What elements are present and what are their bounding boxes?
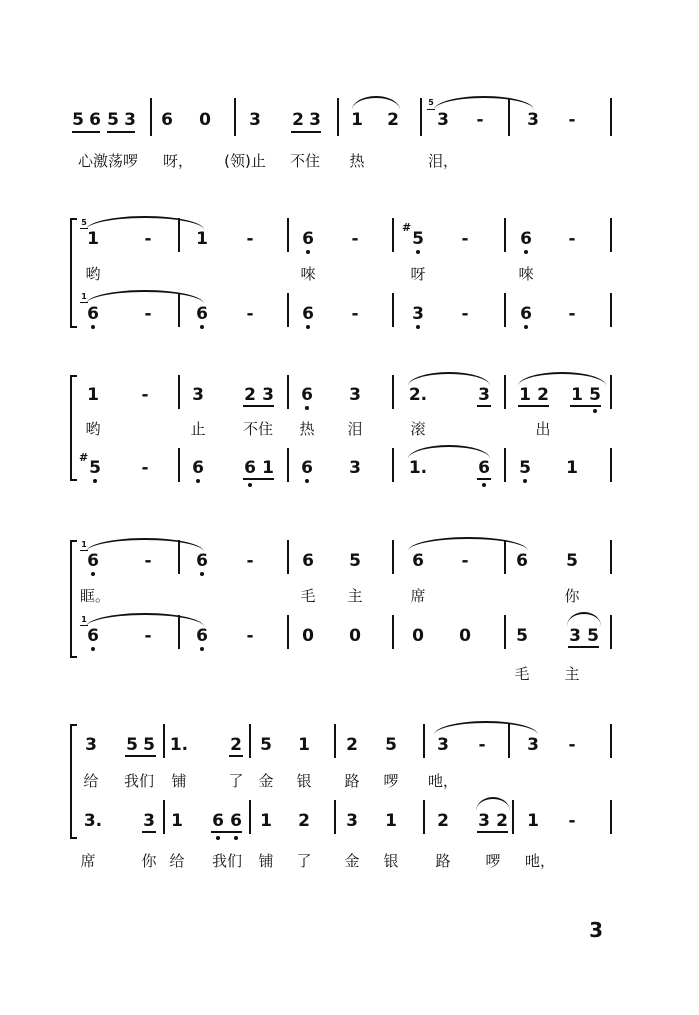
- low-octave-dot: [524, 325, 528, 329]
- barline: [334, 724, 336, 758]
- lyric: 哟: [85, 265, 101, 283]
- dash: -: [144, 304, 152, 324]
- dash: -: [568, 304, 576, 324]
- slur: [408, 372, 490, 386]
- barline: [178, 293, 180, 327]
- low-octave-dot: [305, 406, 309, 410]
- barline: [150, 98, 152, 136]
- lyric: 泪，: [427, 152, 459, 170]
- lyric: 路: [344, 772, 360, 790]
- lyric: 眶。: [79, 587, 111, 605]
- note: 3: [527, 110, 539, 130]
- note: 6: [161, 110, 173, 130]
- barline: [287, 293, 289, 327]
- note: 5: [566, 551, 578, 571]
- slur: [518, 372, 606, 386]
- slur: [408, 445, 490, 459]
- note: 3: [85, 735, 97, 755]
- note: 6: [412, 551, 424, 571]
- slur: [567, 612, 601, 626]
- beam-underline: [229, 755, 243, 757]
- low-octave-dot: [416, 250, 420, 254]
- grace-note: 5: [428, 98, 434, 107]
- note: 5: [587, 626, 599, 646]
- note: 2: [230, 735, 242, 755]
- barline: [504, 375, 506, 409]
- barline: [508, 98, 510, 136]
- lyric: 毛: [300, 587, 316, 605]
- dash: -: [568, 110, 576, 130]
- dash: -: [461, 304, 469, 324]
- beam-underline: [477, 405, 491, 407]
- lyric: 银: [296, 772, 312, 790]
- lyric: 席: [410, 587, 426, 605]
- note: 6: [302, 551, 314, 571]
- rest: 0: [302, 626, 314, 646]
- barline: [610, 375, 612, 409]
- dash: -: [141, 458, 149, 478]
- barline: [392, 448, 394, 482]
- grace-note: 5: [81, 218, 87, 227]
- note: 1: [87, 229, 99, 249]
- note: 5: [385, 735, 397, 755]
- barline: [610, 98, 612, 136]
- note: 3: [349, 458, 361, 478]
- note: 1: [262, 458, 274, 478]
- lyric: 啰: [485, 852, 501, 870]
- lyric: 唻: [300, 265, 316, 283]
- slur: [352, 96, 400, 110]
- beam-underline: [477, 831, 508, 833]
- note: 3: [262, 385, 274, 405]
- note: 3: [478, 811, 490, 831]
- note: 6: [87, 551, 99, 571]
- note: 6: [196, 304, 208, 324]
- barline: [392, 293, 394, 327]
- lyric: 你: [141, 852, 157, 870]
- lyric: 主: [347, 587, 363, 605]
- note: 5: [126, 735, 138, 755]
- slur: [476, 797, 510, 811]
- low-octave-dot: [524, 250, 528, 254]
- note: 5: [589, 385, 601, 405]
- barline: [423, 800, 425, 834]
- lyric: 吔，: [524, 852, 556, 870]
- lyric: 泪: [347, 420, 363, 438]
- barline: [420, 98, 422, 136]
- note: 3.: [83, 811, 103, 831]
- barline: [512, 800, 514, 834]
- dash: -: [568, 735, 576, 755]
- barline: [610, 218, 612, 252]
- note: 5: [107, 110, 119, 130]
- lyric: 银: [383, 852, 399, 870]
- barline: [392, 540, 394, 574]
- note: 1: [571, 385, 583, 405]
- low-octave-dot: [200, 647, 204, 651]
- barline: [178, 540, 180, 574]
- note: 6: [89, 110, 101, 130]
- note: 2: [387, 110, 399, 130]
- barline: [337, 98, 339, 136]
- lyric: 不住: [242, 420, 274, 438]
- lyric: 金: [258, 772, 274, 790]
- low-octave-dot: [523, 479, 527, 483]
- barline: [287, 615, 289, 649]
- page-number: 3: [589, 918, 603, 942]
- low-octave-dot: [200, 572, 204, 576]
- barline: [234, 98, 236, 136]
- dash: -: [144, 551, 152, 571]
- sharp-sign: #: [79, 451, 89, 464]
- lyric: (领)止: [224, 152, 266, 170]
- barline: [610, 540, 612, 574]
- note: 5: [349, 551, 361, 571]
- rest: 0: [459, 626, 471, 646]
- note: 1: [385, 811, 397, 831]
- note: 0: [199, 110, 211, 130]
- dash: -: [141, 385, 149, 405]
- lyric: 主: [564, 665, 580, 683]
- system-bracket: [70, 724, 77, 839]
- barline: [392, 615, 394, 649]
- barline: [504, 615, 506, 649]
- lyric: 呀: [410, 265, 426, 283]
- note: 1: [196, 229, 208, 249]
- lyric: 路: [435, 852, 451, 870]
- note: 6: [212, 811, 224, 831]
- note: 5: [143, 735, 155, 755]
- low-octave-dot: [91, 325, 95, 329]
- lyric: 你: [564, 587, 580, 605]
- low-octave-dot: [91, 572, 95, 576]
- low-octave-dot: [93, 479, 97, 483]
- lyric: 金: [344, 852, 360, 870]
- note: 6: [520, 304, 532, 324]
- barline: [287, 540, 289, 574]
- tie: [86, 216, 204, 230]
- note: 1: [298, 735, 310, 755]
- note: 3: [249, 110, 261, 130]
- barline: [178, 375, 180, 409]
- barline: [610, 293, 612, 327]
- low-octave-dot: [306, 250, 310, 254]
- beam-underline: [518, 405, 549, 407]
- lyric: 止: [190, 420, 206, 438]
- note: 1.: [408, 458, 428, 478]
- low-octave-dot: [216, 836, 220, 840]
- lyric: 啰: [383, 772, 399, 790]
- low-octave-dot: [416, 325, 420, 329]
- note: 3: [478, 385, 490, 405]
- barline: [249, 800, 251, 834]
- barline: [504, 218, 506, 252]
- beam-underline: [570, 405, 601, 407]
- lyric: 席: [80, 852, 96, 870]
- lyric: 出: [535, 420, 551, 438]
- tie: [86, 538, 204, 552]
- note: 6: [478, 458, 490, 478]
- note: 2: [537, 385, 549, 405]
- lyric: 毛: [514, 665, 530, 683]
- lyric: 铺: [171, 772, 187, 790]
- note: 2: [346, 735, 358, 755]
- note: 2: [298, 811, 310, 831]
- dash: -: [351, 304, 359, 324]
- note: 6: [516, 551, 528, 571]
- note: 3: [437, 735, 449, 755]
- note: 5: [516, 626, 528, 646]
- barline: [178, 615, 180, 649]
- low-octave-dot: [306, 325, 310, 329]
- lyric: 呀，: [162, 152, 194, 170]
- barline: [287, 448, 289, 482]
- lyric: 滚: [410, 420, 426, 438]
- barline: [163, 724, 165, 758]
- barline: [610, 724, 612, 758]
- note: 6: [301, 385, 313, 405]
- dash: -: [461, 229, 469, 249]
- system-bracket: [70, 540, 77, 658]
- low-octave-dot: [91, 647, 95, 651]
- note: 6: [520, 229, 532, 249]
- beam-underline: [568, 646, 599, 648]
- lyric: 我们: [211, 852, 243, 870]
- tie: [408, 537, 528, 551]
- lyric: 我们: [123, 772, 155, 790]
- barline: [392, 375, 394, 409]
- note: 6: [302, 229, 314, 249]
- note: 5: [72, 110, 84, 130]
- beam-underline: [291, 131, 321, 133]
- dash: -: [246, 229, 254, 249]
- lyric: 热: [299, 420, 315, 438]
- note: 5: [519, 458, 531, 478]
- lyric: 心激荡啰: [77, 152, 139, 170]
- low-octave-dot: [234, 836, 238, 840]
- lyric: 吔，: [427, 772, 459, 790]
- dash: -: [246, 551, 254, 571]
- dash: -: [476, 110, 484, 130]
- tie: [434, 721, 538, 735]
- dash: -: [144, 626, 152, 646]
- beam-underline: [211, 831, 242, 833]
- low-octave-dot: [196, 479, 200, 483]
- note: 1.: [169, 735, 189, 755]
- barline: [392, 218, 394, 252]
- note: 2: [244, 385, 256, 405]
- barline: [610, 615, 612, 649]
- note: 3: [349, 385, 361, 405]
- dash: -: [246, 304, 254, 324]
- barline: [249, 724, 251, 758]
- beam-underline: [243, 405, 274, 407]
- note: 3: [309, 110, 321, 130]
- note: 1: [351, 110, 363, 130]
- note: 6: [230, 811, 242, 831]
- beam-underline: [142, 831, 156, 833]
- lyric: 了: [228, 772, 244, 790]
- beam-underline: [125, 755, 156, 757]
- note: 6: [301, 458, 313, 478]
- lyric: 哟: [85, 420, 101, 438]
- note: 1: [171, 811, 183, 831]
- dash: -: [144, 229, 152, 249]
- note: 6: [244, 458, 256, 478]
- note: 1: [260, 811, 272, 831]
- note: 6: [192, 458, 204, 478]
- barline: [163, 800, 165, 834]
- barline: [610, 800, 612, 834]
- barline: [504, 293, 506, 327]
- system-bracket: [70, 375, 77, 481]
- note: 6: [87, 304, 99, 324]
- note: 1: [87, 385, 99, 405]
- barline: [178, 448, 180, 482]
- dash: -: [246, 626, 254, 646]
- system-bracket: [70, 218, 77, 328]
- low-octave-dot: [248, 483, 252, 487]
- lyric: 铺: [258, 852, 274, 870]
- note: 3: [192, 385, 204, 405]
- note: 3: [346, 811, 358, 831]
- barline: [287, 218, 289, 252]
- note: 5: [412, 229, 424, 249]
- dash: -: [568, 811, 576, 831]
- grace-note: 1: [81, 615, 87, 624]
- low-octave-dot: [593, 409, 597, 413]
- lyric: 热: [349, 152, 365, 170]
- barline: [610, 448, 612, 482]
- note: 5: [260, 735, 272, 755]
- low-octave-dot: [200, 325, 204, 329]
- note: 2: [496, 811, 508, 831]
- note: 6: [196, 626, 208, 646]
- dash: -: [461, 551, 469, 571]
- barline: [504, 448, 506, 482]
- dash: -: [478, 735, 486, 755]
- note: 2: [292, 110, 304, 130]
- note: 6: [302, 304, 314, 324]
- lyric: 了: [296, 852, 312, 870]
- dash: -: [351, 229, 359, 249]
- grace-note: 1: [81, 292, 87, 301]
- lyric: 不住: [289, 152, 321, 170]
- barline: [287, 375, 289, 409]
- tie: [86, 290, 204, 304]
- note: 3: [527, 735, 539, 755]
- note: 5: [89, 458, 101, 478]
- beam-underline: [243, 478, 274, 480]
- note: 1: [566, 458, 578, 478]
- barline: [504, 540, 506, 574]
- note: 3: [412, 304, 424, 324]
- grace-note: 1: [81, 540, 87, 549]
- barline: [178, 218, 180, 252]
- tie: [434, 96, 534, 110]
- beam-underline: [477, 478, 491, 480]
- barline: [508, 724, 510, 758]
- rest: 0: [412, 626, 424, 646]
- lyric: 给: [83, 772, 99, 790]
- sharp-sign: #: [402, 221, 412, 234]
- note: 3: [124, 110, 136, 130]
- note: 3: [437, 110, 449, 130]
- note: 3: [143, 811, 155, 831]
- note: 1: [527, 811, 539, 831]
- note: 1: [519, 385, 531, 405]
- note: 6: [87, 626, 99, 646]
- barline: [334, 800, 336, 834]
- barline: [423, 724, 425, 758]
- lyric: 唻: [518, 265, 534, 283]
- rest: 0: [349, 626, 361, 646]
- tie: [86, 613, 204, 627]
- dash: -: [568, 229, 576, 249]
- lyric: 给: [169, 852, 185, 870]
- beam-underline: [72, 131, 100, 133]
- note: 2.: [408, 385, 428, 405]
- low-octave-dot: [305, 479, 309, 483]
- low-octave-dot: [482, 483, 486, 487]
- beam-underline: [107, 131, 135, 133]
- note: 3: [569, 626, 581, 646]
- note: 2: [437, 811, 449, 831]
- note: 6: [196, 551, 208, 571]
